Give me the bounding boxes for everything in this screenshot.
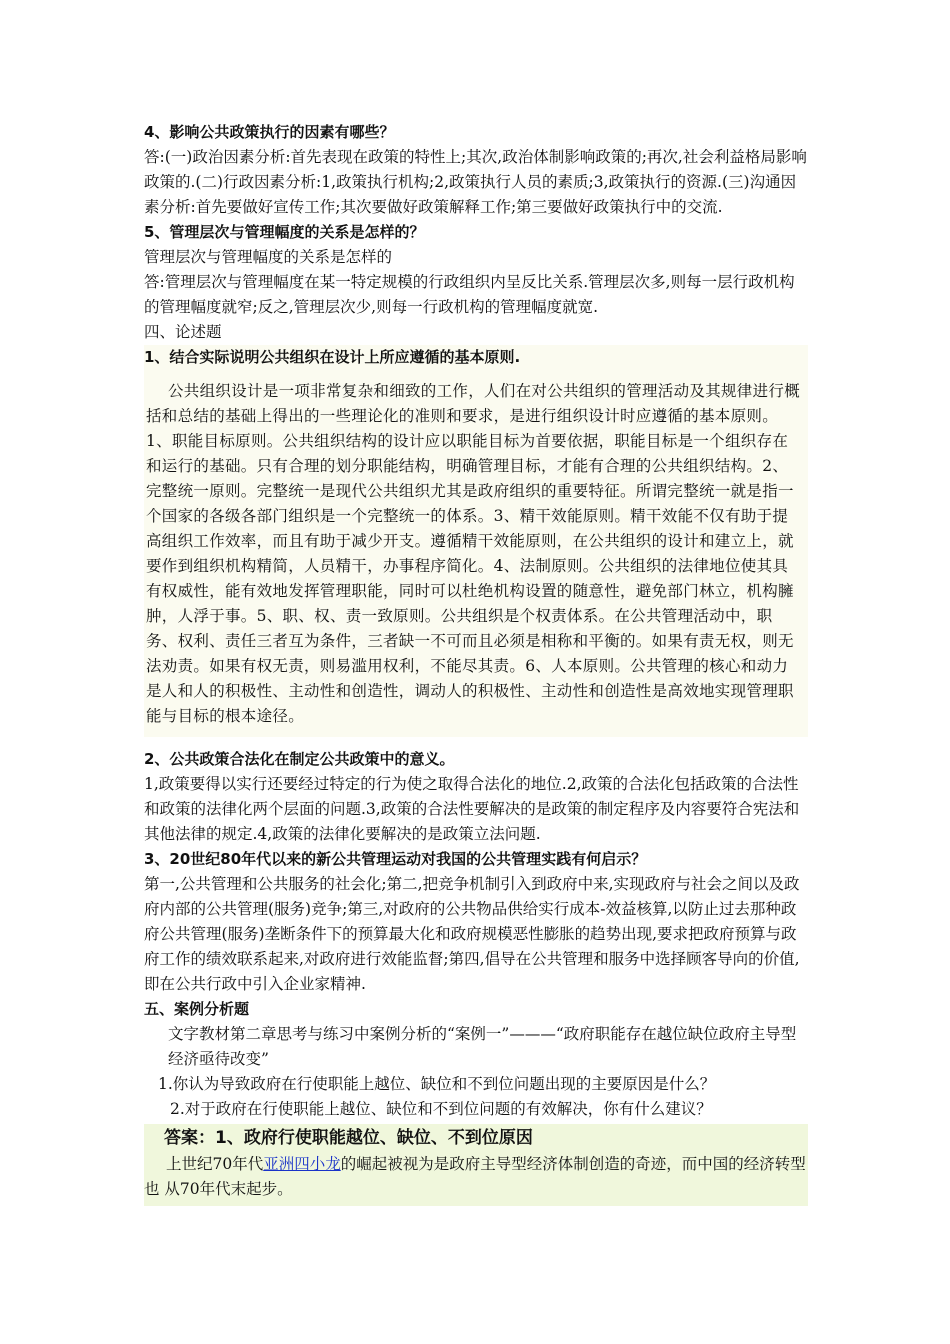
essay-1-answer: 公共组织设计是一项非常复杂和细致的工作，人们在对公共组织的管理活动及其规律进行概括和总结的基础上得出的一些理论化的准则和要求，是进行组织设计时应遵循的基本原则。1、职能目标原则。公共组织结构的设计应以职能目标为首要依据，职能目标是一个组织存在和运行的基础。只有合理的划分职能结构，明确管理目标，才能有合理的公共组织结构。2、完整统一原则。完整统一是现代公共组织尤其是政府组织的重要特征。所谓完整统一就是指一个国家的各级各部门组织是一个完整统一的体系。3、精干效能原则。精干效能不仅有助于提高组织工作效率，而且有助于减少开支。遵循精干效能原则，在公共组织的设计和建立上，就要作到组织机构精简，人员精干，办事程序简化。4、法制原则。公共组织的法律地位使其具有权威性，能有效地发挥管理职能，同时可以杜绝机构设置的随意性，避免部门林立，机构臃肿，人浮于事。5、职、权、责一致原则。公共组织是个权责体系。在公共管理活动中，职务、权利、责任三者互为条件，三者缺一不可而且必须是相称和平衡的。如果有责无权，则无法劝责。如果有权无责，则易滥用权利，不能尽其责。6、人本原则。公共管理的核心和动力是人和人的积极性、主动性和创造性，调动人的积极性、主动性和创造性是高效地实现管理职能与目标的根本途径。 xyxy=(146,382,801,725)
essay-3-answer: 第一,公共管理和公共服务的社会化;第二,把竞争机制引入到政府中来,实现政府与社会之间以及政府内部的公共管理(服务)竞争;第三,对政府的公共物品供给实行成本-效益核算,以防止过去那种政府公共管理(服务)垄断条件下的预算最大化和政府规模恶性膨胀的趋势出现,要求把政府预算与政府工作的绩效联系起来,对政府进行效能监督;第四,倡导在公共管理和服务中选择顾客导向的价值,即在公共行政中引入企业家精神. xyxy=(144,875,800,993)
question-4-answer: 答:(一)政治因素分析:首先表现在政策的特性上;其次,政治体制影响政策的;再次,社会利益格局影响政策的.(二)行政因素分析:1,政策执行机构;2,政策执行人员的素质;3,政策执行的资源.(三)沟通因素分析:首先要做好宣传工作;其次要做好政策解释工作;第三要做好政策执行中的交流. xyxy=(144,148,807,216)
question-5-answer: 答:管理层次与管理幅度在某一特定规模的行政组织内呈反比关系.管理层次多,则每一层行政机构的管理幅度就窄;反之,管理层次少,则每一行政机构的管理幅度就宽. xyxy=(144,273,795,316)
essay-3-title: 3、20世纪80年代以来的新公共管理运动对我国的公共管理实践有何启示？ xyxy=(144,850,647,868)
essay-1-title: 1、结合实际说明公共组织在设计上所应遵循的基本原则. xyxy=(144,348,521,366)
asian-tigers-link[interactable]: 亚洲四小龙 xyxy=(263,1155,341,1173)
case-question-2: 2.对于政府在行使职能上越位、缺位和不到位问题的有效解决，你有什么建议？ xyxy=(170,1100,712,1118)
document-page xyxy=(144,120,808,1206)
section-5-heading: 五、案例分析题 xyxy=(144,1000,250,1018)
question-5-title: 5、管理层次与管理幅度的关系是怎样的？ xyxy=(144,223,425,241)
essay-2-answer: 1,政策要得以实行还要经过特定的行为使之取得合法化的地位.2,政策的合法化包括政策的合法性和政策的法律化两个层面的问题.3,政策的合法性要解决的是政策的制定程序及内容要符合宪法和其他法律的规定.4,政策的法律化要解决的是政策立法问题. xyxy=(144,775,800,843)
case-answer-post: 的崛起被视为是政府主导型经济体制创造的奇迹，而中国的经济转型也 从70年代末起步。 xyxy=(144,1155,806,1198)
essay-2-title: 2、公共政策合法化在制定公共政策中的意义。 xyxy=(144,750,455,768)
question-4-title: 4、影响公共政策执行的因素有哪些？ xyxy=(144,123,395,141)
case-intro: 文字教材第二章思考与练习中案例分析的“案例一”———“政府职能存在越位缺位政府主导型经济亟待改变” xyxy=(168,1025,797,1068)
case-answer-block xyxy=(144,1124,808,1206)
essay-1-block xyxy=(144,345,808,737)
case-answer-pre: 上世纪70年代 xyxy=(166,1155,264,1173)
question-5-repeat: 管理层次与管理幅度的关系是怎样的 xyxy=(144,248,393,266)
section-4-heading: 四、论述题 xyxy=(144,323,222,341)
case-question-1: 1.你认为导致政府在行使职能上越位、缺位和不到位问题出现的主要原因是什么？ xyxy=(158,1075,716,1093)
case-answer-heading: 答案：1、政府行使职能越位、缺位、不到位原因 xyxy=(164,1128,533,1148)
case-answer-text xyxy=(144,1152,808,1202)
